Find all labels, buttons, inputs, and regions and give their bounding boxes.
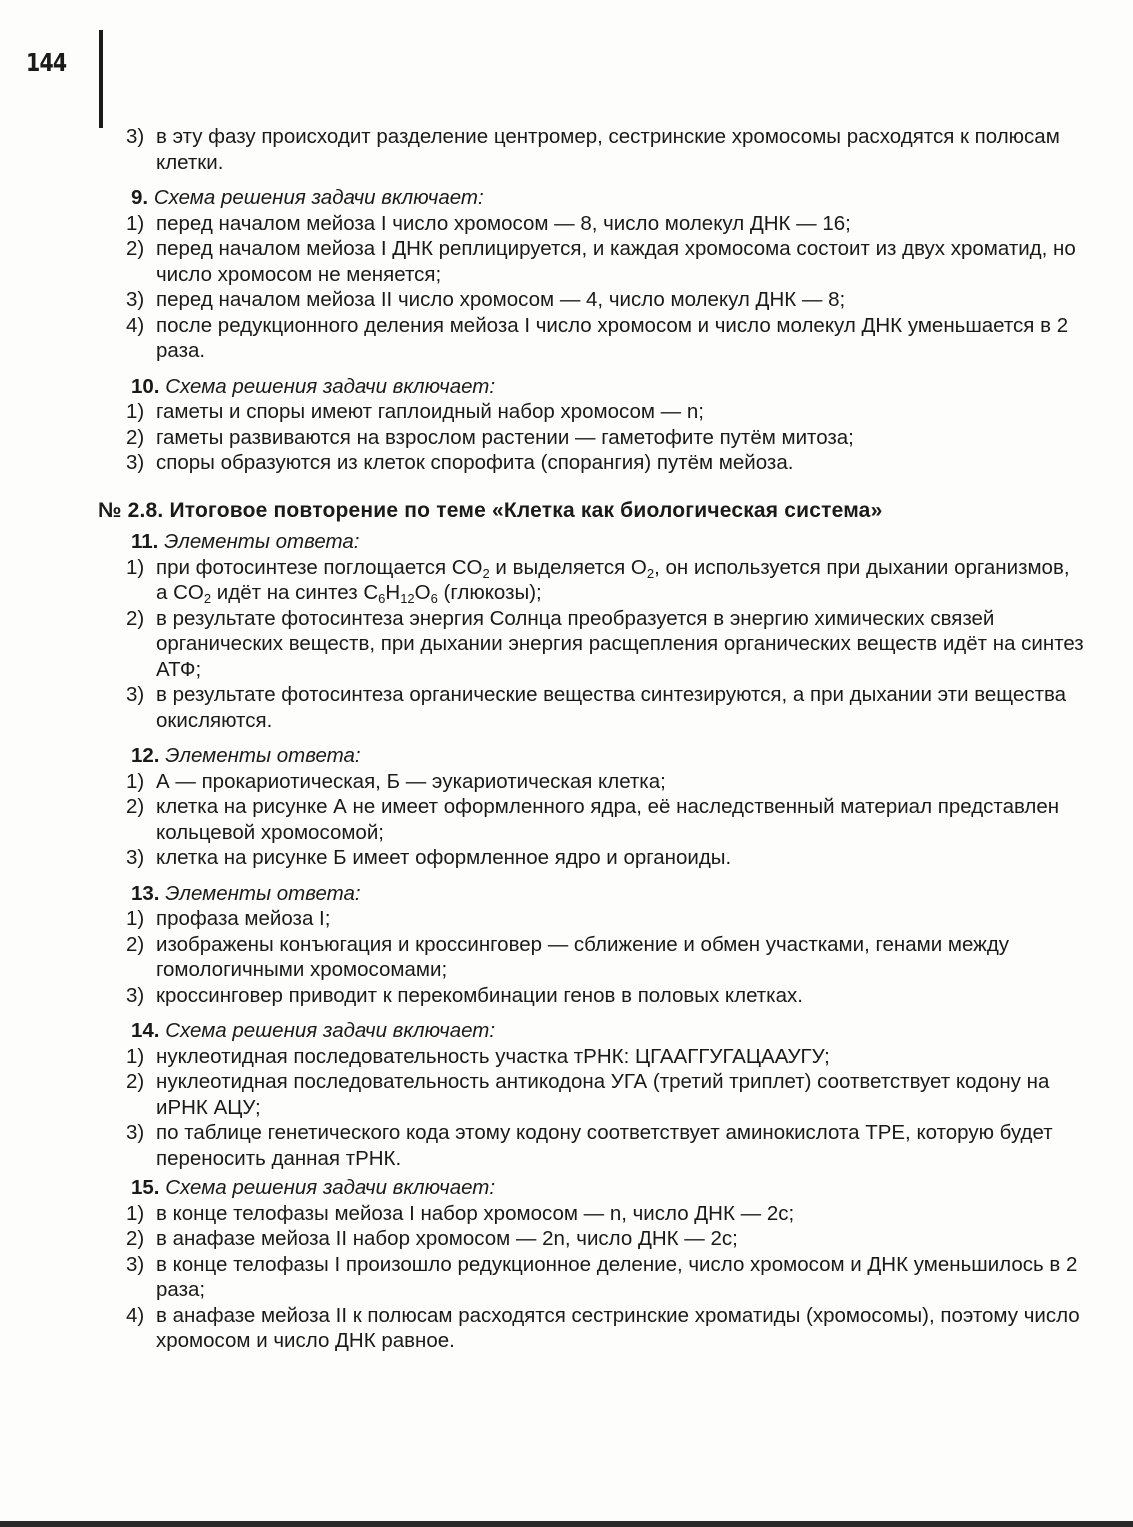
item-number: 3) — [126, 125, 145, 148]
item-number: 1) — [126, 907, 145, 930]
item-number: 2) — [126, 1227, 145, 1250]
task-number: 15. — [131, 1176, 160, 1199]
task-13 — [126, 881, 1086, 1009]
item-text: профаза мейоза I; — [156, 907, 331, 930]
list-item — [126, 450, 1086, 476]
list-item — [126, 399, 1086, 425]
list-item — [126, 313, 1086, 364]
task-number: 9. — [131, 186, 149, 209]
task-15 — [126, 1175, 1086, 1354]
task-10 — [126, 374, 1086, 476]
item-text: в результате фотосинтеза органические вещества синтезируются, а при дыхании эти вещества окисляются. — [156, 683, 1067, 732]
item-text: в эту фазу происходит разделение центромер, сестринские хромосомы расходятся к полюсам клетки. — [156, 125, 1060, 174]
item-text: перед началом мейоза I ДНК реплицируется, и каждая хромосома состоит из двух хроматид, но число хромосом не меняется; — [156, 237, 1076, 286]
item-number: 2) — [126, 425, 145, 449]
item-text: клетка на рисунке А не имеет оформленного ядра, её наследственный материал представлен кольцевой хромосомой; — [156, 795, 1060, 844]
list-item — [126, 606, 1086, 683]
list-item — [126, 1069, 1086, 1120]
item-text: кроссинговер приводит к перекомбинации генов в половых клетках. — [156, 983, 803, 1007]
task-heading — [126, 1018, 1086, 1044]
item-text: при фотосинтезе поглощается $CO_2$ и выделяется $O_2$, он используется при дыхании организмов, а $CO_2$ идёт на синтез $C_6H_{12}O_6$ (глюкозы); — [156, 555, 1070, 606]
task-heading — [126, 881, 1086, 907]
item-text: перед началом мейоза II число хромосом — 4, число молекул ДНК — 8; — [156, 288, 846, 311]
list-item — [126, 1044, 1086, 1070]
bottom-rule — [0, 1521, 1133, 1527]
task-heading-text: Схема решения задачи включает: — [165, 1019, 496, 1042]
item-number: 1) — [126, 400, 145, 423]
task-heading — [126, 529, 1086, 555]
task-12 — [126, 743, 1086, 871]
item-text: после редукционного деления мейоза I число хромосом и число молекул ДНК уменьшается в 2 раза. — [156, 313, 1069, 362]
item-text: споры образуются из клеток спорофита (спорангия) путём мейоза. — [156, 451, 794, 474]
item-number: 1) — [126, 555, 145, 579]
item-number: 3) — [126, 451, 145, 474]
section-title: № 2.8. Итоговое повторение по теме «Клетка как биологическая система» — [98, 498, 883, 522]
item-text: клетка на рисунке Б имеет оформленное ядро и органоиды. — [156, 846, 732, 869]
item-text: нуклеотидная последовательность антикодона УГА (третий триплет) соответствует кодону на иРНК АЦУ; — [156, 1070, 1050, 1119]
list-item — [126, 682, 1086, 733]
list-item — [126, 1252, 1086, 1303]
list-item — [126, 1303, 1086, 1354]
item-text: нуклеотидная последовательность участка тРНК: ЦГААГГУГАЦААУГУ; — [156, 1044, 830, 1068]
item-number: 2) — [126, 606, 145, 630]
task-number: 14. — [131, 1019, 160, 1042]
item-text: в конце телофазы I произошло редукционное деление, число хромосом и ДНК уменьшилось в 2 раза; — [156, 1252, 1078, 1301]
task-heading-text: Элементы ответа: — [165, 881, 361, 905]
item-number: 2) — [126, 237, 145, 260]
item-text: А — прокариотическая, Б — эукариотическая клетка; — [156, 769, 666, 793]
task-heading-text: Схема решения задачи включает: — [165, 374, 496, 398]
task-heading — [126, 374, 1086, 400]
list-item — [126, 236, 1086, 287]
task-number: 10. — [131, 374, 160, 398]
item-number: 3) — [126, 288, 145, 311]
item-number: 1) — [126, 211, 145, 235]
item-number: 2) — [126, 932, 145, 956]
list-item — [126, 1226, 1086, 1252]
task-number: 11. — [131, 530, 159, 553]
item-text: гаметы развиваются на взрослом растении — гаметофите путём митоза; — [156, 425, 854, 449]
item-number: 1) — [126, 1201, 145, 1225]
list-item — [126, 932, 1086, 983]
item-text: в результате фотосинтеза энергия Солнца преобразуется в энергию химических связей органических веществ, при дыхании энергия расщепления органических веществ идёт на синтез АТФ; — [156, 606, 1084, 681]
task-heading-text: Элементы ответа: — [165, 744, 361, 767]
item-number: 3) — [126, 1121, 145, 1144]
item-number: 3) — [126, 983, 145, 1007]
list-item — [126, 555, 1086, 606]
item-number: 3) — [126, 846, 145, 869]
list-item — [126, 845, 1086, 871]
list-item — [126, 906, 1086, 932]
list-item — [126, 769, 1086, 795]
task-heading-text: Элементы ответа: — [164, 530, 360, 553]
margin-rule — [99, 30, 103, 128]
list-item — [126, 287, 1086, 313]
list-item — [126, 124, 1086, 175]
item-text: гаметы и споры имеют гаплоидный набор хромосом — n; — [156, 400, 704, 423]
list-item — [126, 794, 1086, 845]
item-number: 4) — [126, 313, 145, 337]
item-text: в конце телофазы мейоза I набор хромосом — n, число ДНК — 2c; — [156, 1201, 795, 1225]
item-number: 3) — [126, 1252, 145, 1276]
list-item — [126, 983, 1086, 1009]
item-number: 2) — [126, 1070, 145, 1093]
task-11 — [126, 529, 1086, 733]
item-number: 1) — [126, 769, 145, 793]
page-number: 144 — [26, 48, 67, 77]
task-heading-text: Схема решения задачи включает: — [165, 1176, 496, 1199]
task-9 — [126, 185, 1086, 364]
item-text: по таблице генетического кода этому кодону соответствует аминокислота ТРЕ, которую будет переносить данная тРНК. — [156, 1121, 1053, 1170]
task-14 — [126, 1018, 1086, 1171]
item-number: 3) — [126, 683, 145, 706]
list-item — [126, 1120, 1086, 1171]
list-item — [126, 211, 1086, 237]
item-number: 4) — [126, 1303, 145, 1327]
item-text: изображены конъюгация и кроссинговер — сближение и обмен участками, генами между гомологичными хромосомами; — [156, 932, 1010, 981]
item-number: 2) — [126, 795, 145, 818]
item-number: 1) — [126, 1044, 145, 1068]
page-content — [98, 124, 1086, 1354]
list-item — [126, 1201, 1086, 1227]
task-heading — [126, 1175, 1086, 1201]
list-item — [126, 425, 1086, 451]
task-heading-text: Схема решения задачи включает: — [153, 186, 484, 209]
task-heading — [126, 743, 1086, 769]
item-text: в анафазе мейоза II набор хромосом — 2n, число ДНК — 2c; — [156, 1227, 738, 1250]
task-heading — [126, 185, 1086, 211]
task-number: 12. — [131, 744, 160, 767]
item-text: перед началом мейоза I число хромосом — 8, число молекул ДНК — 16; — [156, 211, 851, 235]
task-number: 13. — [131, 881, 160, 905]
item-text: в анафазе мейоза II к полюсам расходятся сестринские хроматиды (хромосомы), поэтому число хромосом и число ДНК равное. — [156, 1303, 1080, 1352]
